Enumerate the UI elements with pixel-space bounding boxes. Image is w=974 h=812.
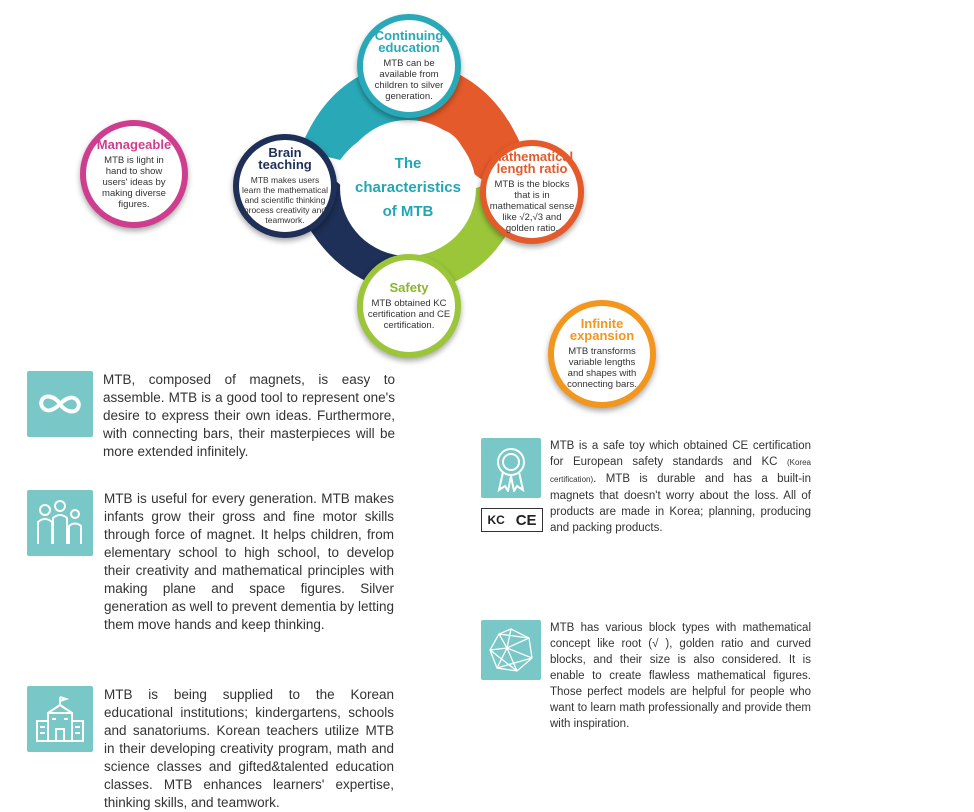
section-math [481, 620, 811, 732]
safety-text-b: . MTB is durable and has a built-in magnets that doesn't worry about the loss. All of products are made in Korea; planning, producing and packing products. [550, 473, 811, 534]
certification-marks [481, 508, 543, 532]
circle-title: Brain teaching [258, 145, 312, 172]
polyhedron-icon [487, 626, 535, 674]
ce-mark: CE [515, 511, 537, 529]
section-text: MTB has various block types with mathematical concept like root (√ ), golden ratio and curved blocks, and their size is also considered. It is enable to create flawless mathematical figures. Those perfect models are helpful for people who want to learn math professionally and provide them with inspiration. [550, 622, 811, 730]
circle-infinite-expansion [548, 300, 656, 408]
award-icon-box [481, 438, 541, 498]
section-education [27, 686, 397, 812]
school-icon-box [27, 686, 93, 752]
circle-title: Continuing education [374, 28, 444, 55]
award-ribbon-icon [493, 444, 529, 492]
safety-text-small: (Korea certification) [550, 458, 811, 484]
section-text: MTB is useful for every generation. MTB makes infants grow their gross and fine motor skills through force of magnet. It helps children, from elementary school to high school, to develop their creativity and mathematical principles with making plane and space figures. Silver generation as well to prevent dementia by letting them move hands and keep thinking. [104, 491, 394, 632]
safety-text-a: MTB is a safe toy which obtained CE certification for European safety standards and KC [550, 440, 811, 468]
circle-desc: MTB is light in hand to show users' ideas by making diverse figures. [102, 154, 166, 210]
circle-title: Safety [389, 279, 429, 295]
circle-mathematical-length-ratio [480, 140, 584, 244]
section-infinite [27, 371, 397, 461]
circle-manageable [80, 120, 188, 228]
circle-title: Manageable [96, 136, 172, 152]
section-text: MTB is being supplied to the Korean educational institutions; kindergartens, schools and sanatoriums. Korean teachers utilize MTB in their developing creativity program, math and science classes and gifted&talented education classes. MTB enhances learners' expertise, thinking skills, and teamwork. [104, 687, 394, 810]
center-title-circle [340, 120, 476, 256]
circle-safety [357, 254, 461, 358]
school-icon [34, 695, 86, 743]
section-text: MTB, composed of magnets, is easy to assemble. MTB is a good tool to represent one's desire to express their own ideas. Furthermore, with connecting bars, their masterpieces will be more extended infinitely. [103, 372, 395, 459]
circle-title: Infinite expansion [569, 316, 635, 343]
circle-desc: MTB is the blocks that is in mathematical sense like √2,√3 and golden ratio. [489, 178, 575, 234]
kc-mark: KC [487, 513, 505, 527]
family-icon [33, 496, 87, 550]
circle-brain-teaching [233, 134, 337, 238]
section-generation [27, 490, 397, 634]
circle-title: Mathematical length ratio [490, 148, 574, 176]
circle-continuing-education [357, 14, 461, 118]
circle-desc: MTB transforms variable lengths and shapes with connecting bars. [567, 346, 637, 390]
circle-desc: MTB makes users learn the mathematical and scientific thinking process creativity and teamwork. [242, 175, 328, 225]
center-title: The characteristics of MTB [355, 155, 461, 220]
polyhedron-icon-box [481, 620, 541, 680]
circle-desc: MTB can be available from children to silver generation. [374, 58, 444, 102]
infinity-icon-box [27, 371, 93, 437]
section-text [550, 438, 811, 536]
family-icon-box [27, 490, 93, 556]
infinity-icon [37, 392, 83, 416]
circle-desc: MTB obtained KC certification and CE certification. [367, 297, 451, 331]
